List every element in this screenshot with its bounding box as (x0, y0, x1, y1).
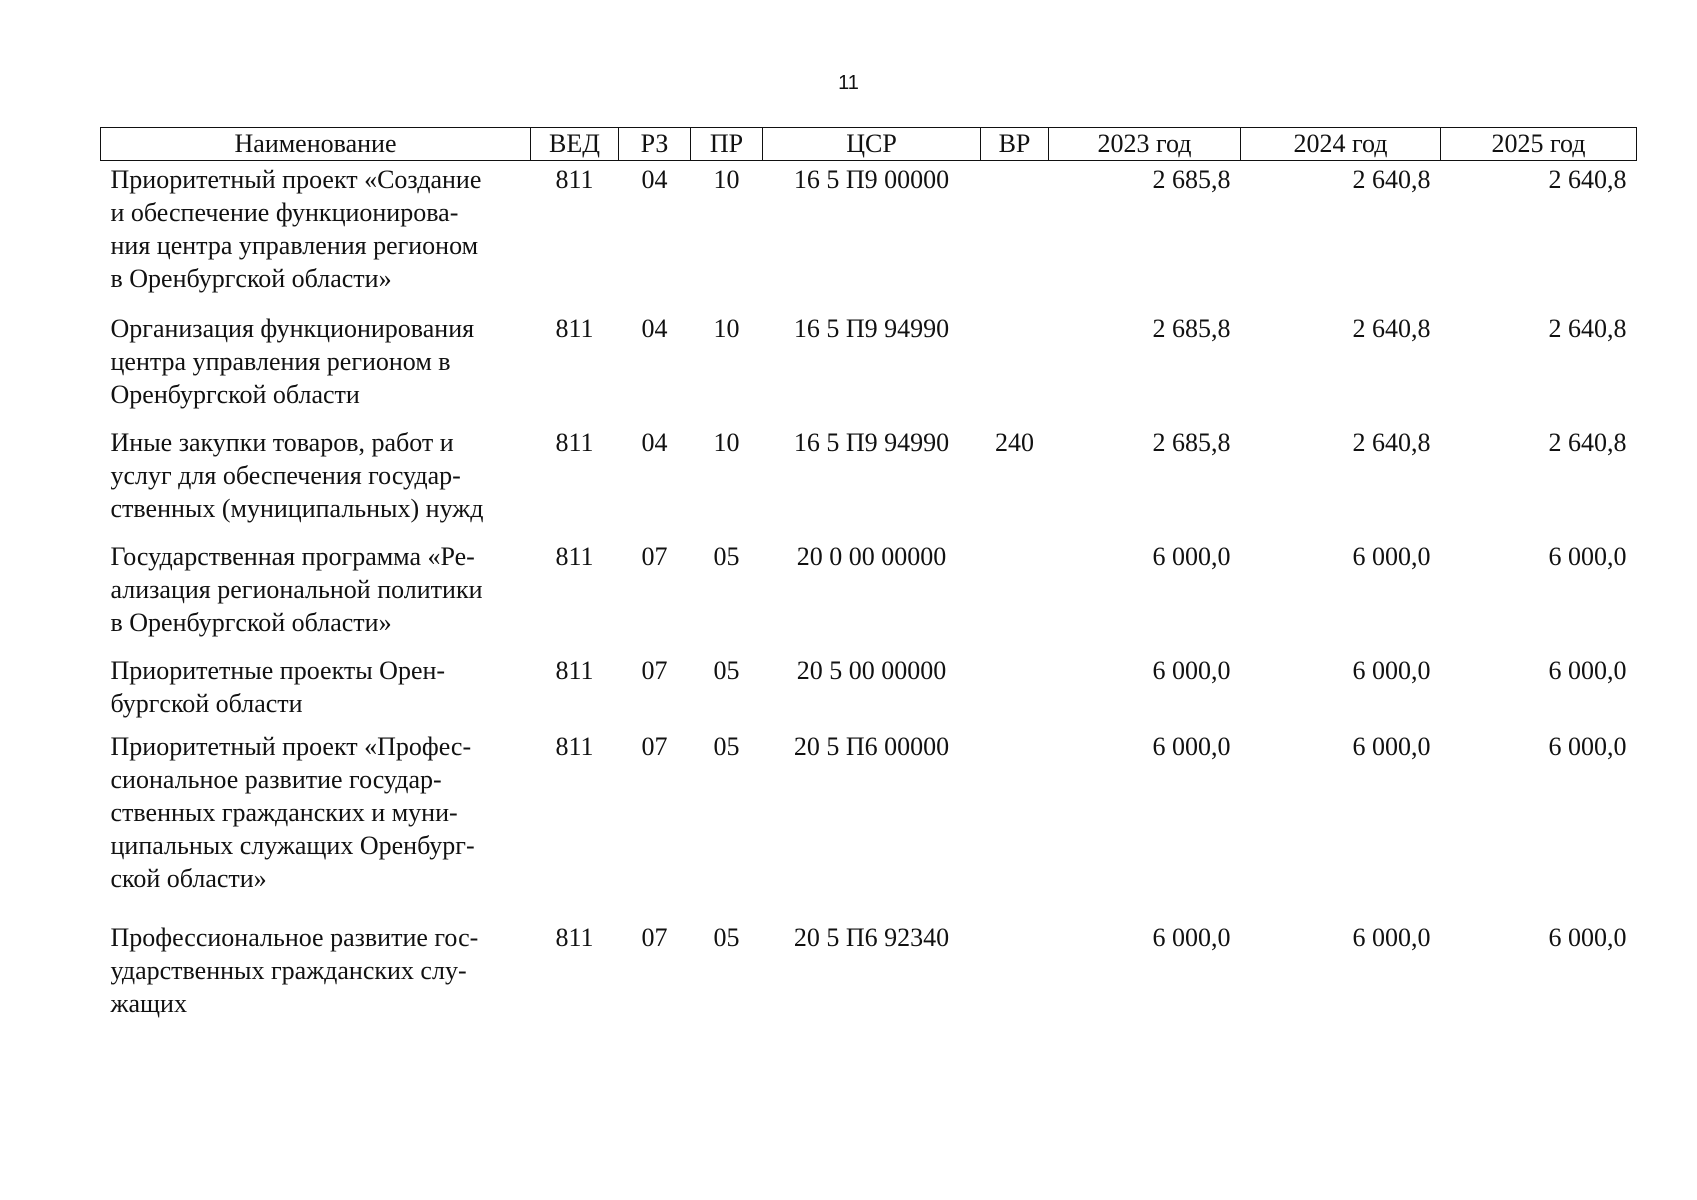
row-pr: 05 (713, 542, 740, 571)
row-2025: 6 000,0 (1548, 923, 1627, 952)
row-pr: 05 (713, 732, 740, 761)
row-vr (981, 540, 1049, 654)
row-name-line: Организация функционирования (110, 314, 475, 343)
row-name-line: Приоритетные проекты Орен- (110, 656, 446, 685)
row-name-line: сиональное развитие государ- (110, 765, 442, 794)
row-2025: 2 640,8 (1548, 314, 1627, 343)
row-name-line: бургской области (110, 689, 303, 718)
row-rz: 04 (641, 165, 668, 194)
row-vr (981, 730, 1049, 921)
header-name: Наименование (101, 128, 531, 161)
row-name-line: ния центра управления регионом (110, 231, 479, 260)
row-rz: 07 (641, 732, 668, 761)
row-vr (981, 921, 1049, 1020)
row-2025: 6 000,0 (1548, 656, 1627, 685)
row-2025: 2 640,8 (1548, 428, 1627, 457)
row-csr: 16 5 П9 94990 (793, 314, 950, 343)
row-name-line: в Оренбургской области» (110, 608, 392, 637)
row-name-line: ственных (муниципальных) нужд (110, 494, 484, 523)
row-name-cell (101, 426, 531, 540)
row-ved: 811 (555, 542, 594, 571)
row-ved: 811 (555, 656, 594, 685)
row-2025: 6 000,0 (1548, 732, 1627, 761)
row-vr (981, 161, 1049, 313)
row-pr: 10 (713, 165, 740, 194)
row-name-cell (101, 161, 531, 313)
row-name-cell (101, 921, 531, 1020)
row-rz: 04 (641, 428, 668, 457)
row-name-line: ударственных гражданских слу- (110, 956, 467, 985)
header-csr: ЦСР (763, 128, 981, 161)
row-name-line: ственных гражданских и муни- (110, 798, 458, 827)
row-rz: 07 (641, 542, 668, 571)
table-row (101, 540, 1637, 654)
row-name-line: услуг для обеспечения государ- (110, 461, 461, 490)
header-2024: 2024 год (1241, 128, 1441, 161)
row-2024: 2 640,8 (1352, 165, 1431, 194)
row-2024: 6 000,0 (1352, 732, 1431, 761)
row-ved: 811 (555, 165, 594, 194)
row-pr: 10 (713, 428, 740, 457)
row-name-cell (101, 730, 531, 921)
row-name-cell (101, 654, 531, 730)
row-name-line: Приоритетный проект «Профес- (110, 732, 472, 761)
row-vr (981, 654, 1049, 730)
row-pr: 05 (713, 923, 740, 952)
table-row (101, 426, 1637, 540)
row-vr (981, 312, 1049, 426)
row-2024: 2 640,8 (1352, 314, 1431, 343)
row-2024: 6 000,0 (1352, 923, 1431, 952)
table-row (101, 312, 1637, 426)
row-csr: 16 5 П9 94990 (793, 428, 950, 457)
table-row (101, 654, 1637, 730)
row-csr: 16 5 П9 00000 (793, 165, 950, 194)
row-name-line: Государственная программа «Ре- (110, 542, 475, 571)
row-name-cell (101, 540, 531, 654)
row-2024: 6 000,0 (1352, 542, 1431, 571)
header-row (101, 128, 1637, 161)
page-number: 11 (838, 72, 859, 94)
row-2023: 6 000,0 (1152, 542, 1231, 571)
row-ved: 811 (555, 314, 594, 343)
row-2023: 6 000,0 (1152, 656, 1231, 685)
row-pr: 05 (713, 656, 740, 685)
row-2025: 6 000,0 (1548, 542, 1627, 571)
row-2023: 6 000,0 (1152, 923, 1231, 952)
row-name-line: Иные закупки товаров, работ и (110, 428, 454, 457)
budget-table (100, 127, 1637, 1020)
row-name-line: Профессиональное развитие гос- (110, 923, 479, 952)
header-pr: ПР (691, 128, 763, 161)
row-rz: 07 (641, 923, 668, 952)
row-name-line: и обеспечение функционирова- (110, 198, 459, 227)
header-2023: 2023 год (1049, 128, 1241, 161)
row-csr: 20 5 00 00000 (796, 656, 947, 685)
header-2025: 2025 год (1441, 128, 1637, 161)
row-2024: 6 000,0 (1352, 656, 1431, 685)
row-csr: 20 0 00 00000 (796, 542, 947, 571)
row-name-line: Оренбургской области (110, 380, 360, 409)
row-csr: 20 5 П6 00000 (793, 732, 950, 761)
row-name-line: ской области» (110, 864, 267, 893)
row-rz: 07 (641, 656, 668, 685)
row-csr: 20 5 П6 92340 (793, 923, 950, 952)
row-name-line: в Оренбургской области» (110, 264, 392, 293)
row-2024: 2 640,8 (1352, 428, 1431, 457)
row-2023: 2 685,8 (1152, 165, 1231, 194)
header-ved: ВЕД (531, 128, 619, 161)
row-rz: 04 (641, 314, 668, 343)
row-2023: 2 685,8 (1152, 314, 1231, 343)
table-row (101, 730, 1637, 921)
row-2023: 2 685,8 (1152, 428, 1231, 457)
row-name-line: ализация региональной политики (110, 575, 483, 604)
table-row (101, 921, 1637, 1020)
row-name-line: жащих (110, 989, 187, 1018)
row-name-line: ципальных служащих Оренбург- (110, 831, 475, 860)
header-rz: РЗ (619, 128, 691, 161)
row-vr: 240 (995, 428, 1034, 457)
row-2025: 2 640,8 (1548, 165, 1627, 194)
row-ved: 811 (555, 923, 594, 952)
row-name-cell (101, 312, 531, 426)
table-row (101, 161, 1637, 313)
row-pr: 10 (713, 314, 740, 343)
row-name-line: центра управления регионом в (110, 347, 451, 376)
row-name-line: Приоритетный проект «Создание (110, 165, 482, 194)
header-vr: ВР (981, 128, 1049, 161)
row-ved: 811 (555, 732, 594, 761)
row-ved: 811 (555, 428, 594, 457)
row-2023: 6 000,0 (1152, 732, 1231, 761)
